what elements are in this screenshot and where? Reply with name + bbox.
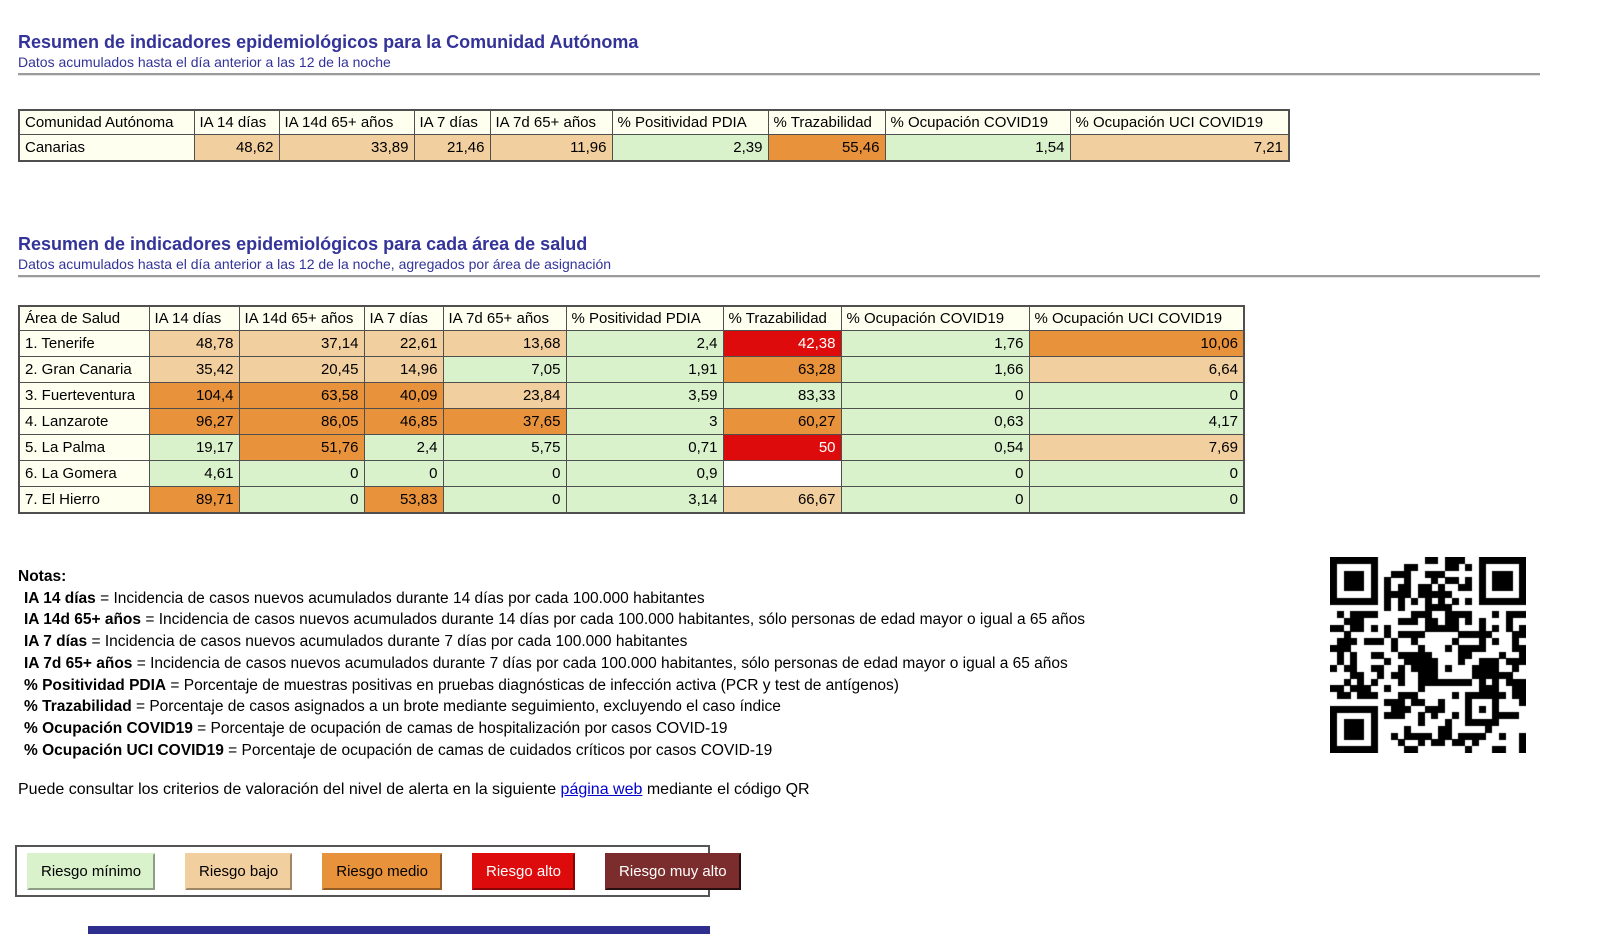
indicator-cell: 0,9 (566, 461, 723, 487)
column-header: Área de Salud (19, 306, 149, 331)
header-row (19, 306, 1244, 331)
indicator-cell: 1,76 (841, 331, 1029, 357)
indicator-cell: 0 (841, 487, 1029, 514)
indicator-cell: 48,62 (194, 135, 279, 162)
legend-bajo: Riesgo bajo (185, 853, 292, 890)
note-term: IA 14d 65+ años (24, 611, 142, 629)
legend-minimo: Riesgo mínimo (27, 853, 155, 890)
indicator-cell: 1,54 (885, 135, 1070, 162)
legend-alto: Riesgo alto (472, 853, 575, 890)
indicator-cell: 33,89 (279, 135, 414, 162)
note-item: % Trazabilidad = Porcentaje de casos asignados a un brote mediante seguimiento, excluyendo el caso índice (24, 698, 781, 716)
table-row (19, 383, 1244, 409)
indicator-cell: 0 (1029, 383, 1244, 409)
indicator-cell: 4,17 (1029, 409, 1244, 435)
column-header: % Ocupación COVID19 (885, 110, 1070, 135)
indicator-cell: 19,17 (149, 435, 239, 461)
row-label: 6. La Gomera (19, 461, 149, 487)
column-header: IA 14 días (149, 306, 239, 331)
table-row (19, 135, 1289, 162)
indicator-cell: 11,96 (490, 135, 612, 162)
note-term: IA 7 días (24, 633, 88, 651)
qr-caption-text-before: Puede consultar los criterios de valoración del nivel de alerta en la siguiente (18, 781, 561, 799)
legend-muy_alto: Riesgo muy alto (605, 853, 741, 890)
indicator-cell: 0,63 (841, 409, 1029, 435)
indicator-cell: 2,39 (612, 135, 768, 162)
section-divider (18, 73, 1540, 76)
indicator-cell: 89,71 (149, 487, 239, 514)
indicator-cell: 2,4 (364, 435, 443, 461)
note-item: IA 14d 65+ años = Incidencia de casos nuevos acumulados durante 14 días por cada 100.000 habitantes, sólo personas de edad mayor o igual a 65 años (24, 611, 1086, 629)
note-term: % Ocupación UCI COVID19 (24, 741, 224, 759)
indicator-cell: 35,42 (149, 357, 239, 383)
row-label: 3. Fuerteventura (19, 383, 149, 409)
indicator-cell: 55,46 (768, 135, 885, 162)
row-label: 5. La Palma (19, 435, 149, 461)
qr-caption-text-after: mediante el código QR (642, 781, 810, 799)
indicator-cell: 4,61 (149, 461, 239, 487)
indicator-cell: 23,84 (443, 383, 566, 409)
indicator-cell: 0 (443, 487, 566, 514)
indicator-cell: 7,05 (443, 357, 566, 383)
row-label: 4. Lanzarote (19, 409, 149, 435)
indicator-cell: 46,85 (364, 409, 443, 435)
indicator-cell: 0 (1029, 461, 1244, 487)
note-term: % Trazabilidad (24, 698, 132, 716)
column-header: % Ocupación UCI COVID19 (1029, 306, 1244, 331)
indicator-cell: 96,27 (149, 409, 239, 435)
column-header: IA 14d 65+ años (279, 110, 414, 135)
table-row (19, 357, 1244, 383)
indicator-cell (723, 461, 841, 487)
indicator-cell: 42,38 (723, 331, 841, 357)
indicator-cell: 6,64 (1029, 357, 1244, 383)
section-divider (18, 275, 1540, 278)
areas-section-title: Resumen de indicadores epidemiológicos para cada área de salud (18, 234, 588, 254)
indicator-cell: 14,96 (364, 357, 443, 383)
column-header: % Trazabilidad (723, 306, 841, 331)
indicator-cell: 2,4 (566, 331, 723, 357)
column-header: % Positividad PDIA (612, 110, 768, 135)
indicator-cell: 83,33 (723, 383, 841, 409)
table-row (19, 487, 1244, 514)
areas-section-subtitle: Datos acumulados hasta el día anterior a las 12 de la noche, agregados por área de asignación (18, 256, 612, 272)
indicator-cell: 0 (1029, 487, 1244, 514)
indicator-cell: 10,06 (1029, 331, 1244, 357)
risk-legend (15, 845, 727, 897)
column-header: IA 7d 65+ años (443, 306, 566, 331)
note-term: % Positividad PDIA (24, 676, 167, 694)
areas-indicators-table (18, 305, 1245, 514)
indicator-cell: 53,83 (364, 487, 443, 514)
indicator-cell: 1,91 (566, 357, 723, 383)
indicator-cell: 7,69 (1029, 435, 1244, 461)
indicator-cell: 1,66 (841, 357, 1029, 383)
indicator-cell: 22,61 (364, 331, 443, 357)
note-term: IA 14 días (24, 589, 96, 607)
qr-page-link[interactable]: página web (560, 781, 643, 799)
indicator-cell: 40,09 (364, 383, 443, 409)
column-header: % Ocupación COVID19 (841, 306, 1029, 331)
indicator-cell: 66,67 (723, 487, 841, 514)
table-row (19, 409, 1244, 435)
column-header: Comunidad Autónoma (19, 110, 194, 135)
indicator-cell: 37,65 (443, 409, 566, 435)
note-term: IA 7d 65+ años (24, 654, 133, 672)
indicator-cell: 0,54 (841, 435, 1029, 461)
row-label: 7. El Hierro (19, 487, 149, 514)
column-header: IA 7d 65+ años (490, 110, 612, 135)
indicator-cell: 3,59 (566, 383, 723, 409)
column-header: IA 14 días (194, 110, 279, 135)
indicator-cell: 37,14 (239, 331, 364, 357)
indicator-cell: 0 (364, 461, 443, 487)
ca-indicators-table (18, 109, 1290, 162)
note-item: IA 14 días = Incidencia de casos nuevos acumulados durante 14 días por cada 100.000 habitantes (24, 589, 705, 607)
column-header: % Positividad PDIA (566, 306, 723, 331)
row-label: 1. Tenerife (19, 331, 149, 357)
indicator-cell: 0,71 (566, 435, 723, 461)
row-label: Canarias (19, 135, 194, 162)
note-item: IA 7 días = Incidencia de casos nuevos acumulados durante 7 días por cada 100.000 habitantes (24, 633, 688, 651)
indicator-cell: 0 (841, 461, 1029, 487)
row-label: 2. Gran Canaria (19, 357, 149, 383)
indicator-cell: 5,75 (443, 435, 566, 461)
indicator-cell: 7,21 (1070, 135, 1289, 162)
indicator-cell: 63,28 (723, 357, 841, 383)
indicator-cell: 63,58 (239, 383, 364, 409)
indicator-cell: 48,78 (149, 331, 239, 357)
indicator-cell: 0 (443, 461, 566, 487)
indicator-cell: 21,46 (414, 135, 490, 162)
ca-section-subtitle: Datos acumulados hasta el día anterior a las 12 de la noche (18, 54, 391, 70)
indicator-cell: 20,45 (239, 357, 364, 383)
note-item: % Ocupación COVID19 = Porcentaje de ocupación de camas de hospitalización por casos COVID-19 (24, 719, 728, 737)
column-header: IA 7 días (364, 306, 443, 331)
indicator-cell: 3,14 (566, 487, 723, 514)
note-term: % Ocupación COVID19 (24, 719, 193, 737)
indicator-cell: 13,68 (443, 331, 566, 357)
note-item: IA 7d 65+ años = Incidencia de casos nuevos acumulados durante 7 días por cada 100.000 habitantes, sólo personas de edad mayor o igual a 65 años (24, 654, 1068, 672)
column-header: % Trazabilidad (768, 110, 885, 135)
column-header: IA 14d 65+ años (239, 306, 364, 331)
table-row (19, 331, 1244, 357)
indicator-cell: 104,4 (149, 383, 239, 409)
table-row (19, 461, 1244, 487)
indicator-cell: 60,27 (723, 409, 841, 435)
indicator-cell: 0 (239, 487, 364, 514)
indicator-cell: 51,76 (239, 435, 364, 461)
note-item: % Ocupación UCI COVID19 = Porcentaje de ocupación de camas de cuidados críticos por casos COVID-19 (24, 741, 773, 759)
indicator-cell: 50 (723, 435, 841, 461)
column-header: IA 7 días (414, 110, 490, 135)
indicator-cell: 0 (239, 461, 364, 487)
table-row (19, 435, 1244, 461)
indicator-cell: 3 (566, 409, 723, 435)
ca-section-title: Resumen de indicadores epidemiológicos para la Comunidad Autónoma (18, 32, 639, 52)
header-row (19, 110, 1289, 135)
indicator-cell: 0 (841, 383, 1029, 409)
legend-medio: Riesgo medio (322, 853, 442, 890)
indicator-cell: 86,05 (239, 409, 364, 435)
notes-heading: Notas: (18, 568, 67, 585)
qr-code (1330, 557, 1526, 753)
column-header: % Ocupación UCI COVID19 (1070, 110, 1289, 135)
qr-caption (18, 781, 1608, 799)
cutoff-next-section-bar (88, 926, 710, 934)
note-item: % Positividad PDIA = Porcentaje de muestras positivas en pruebas diagnósticas de infección activa (PCR y test de antígenos) (24, 676, 899, 694)
